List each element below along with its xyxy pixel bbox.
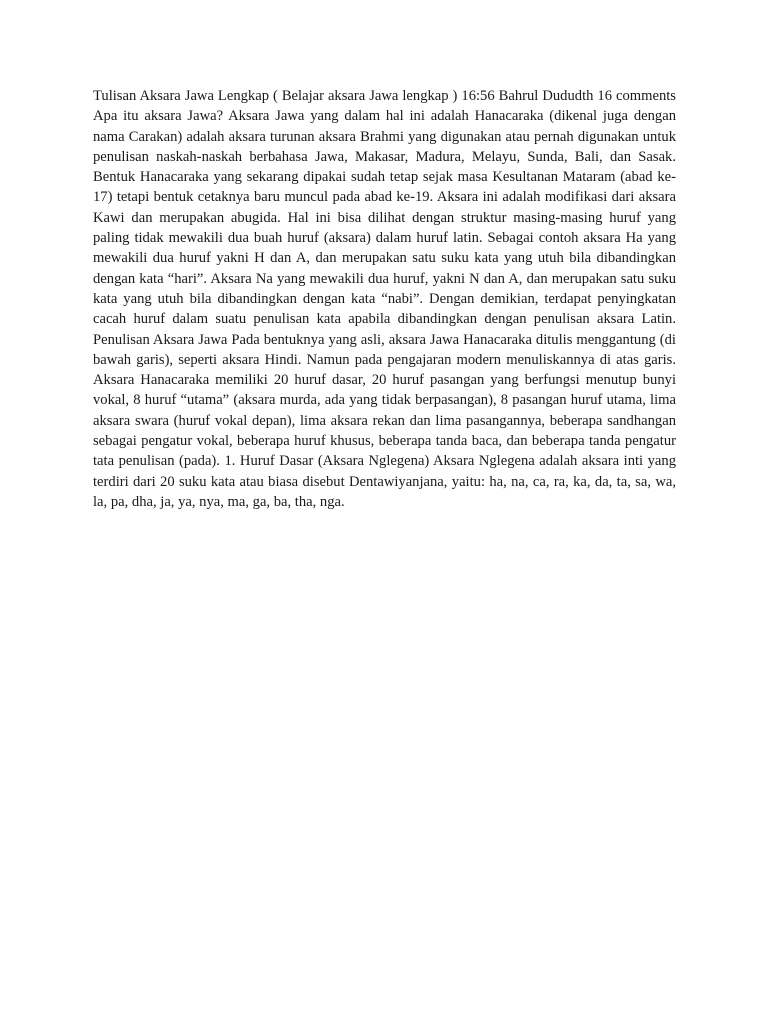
body-paragraph: Tulisan Aksara Jawa Lengkap ( Belajar aksara Jawa lengkap ) 16:56 Bahrul Dududth 16 comments Apa itu aksara Jawa? Aksara Jawa yang dalam hal ini adalah Hanacaraka (dikenal juga dengan nama Carakan) adalah aksara turunan aksara Brahmi yang digunakan atau pernah digunakan untuk penulisan naskah-naskah berbahasa Jawa, Makasar, Madura, Melayu, Sunda, Bali, dan Sasak. Bentuk Hanacaraka yang sekarang dipakai sudah tetap sejak masa Kesultanan Mataram (abad ke-17) tetapi bentuk cetaknya baru muncul pada abad ke-19. Aksara ini adalah modifikasi dari aksara Kawi dan merupakan abugida. Hal ini bisa dilihat dengan struktur masing-masing huruf yang paling tidak mewakili dua buah huruf (aksara) dalam huruf latin. Sebagai contoh aksara Ha yang mewakili dua huruf yakni H dan A, dan merupakan satu suku kata yang utuh bila dibandingkan dengan kata “hari”. Aksara Na yang mewakili dua huruf, yakni N dan A, dan merupakan satu suku kata yang utuh bila dibandingkan dengan kata “nabi”. Dengan demikian, terdapat penyingkatan cacah huruf dalam suatu penulisan kata apabila dibandingkan dengan penulisan aksara Latin. Penulisan Aksara Jawa Pada bentuknya yang asli, aksara Jawa Hanacaraka ditulis menggantung (di bawah garis), seperti aksara Hindi. Namun pada pengajaran modern menuliskannya di atas garis. Aksara Hanacaraka memiliki 20 huruf dasar, 20 huruf pasangan yang berfungsi menutup bunyi vokal, 8 huruf “utama” (aksara murda, ada yang tidak berpasangan), 8 pasangan huruf utama, lima aksara swara (huruf vokal depan), lima aksara rekan dan lima pasangannya, beberapa sandhangan sebagai pengatur vokal, beberapa huruf khusus, beberapa tanda baca, dan beberapa tanda pengatur tata penulisan (pada). 1. Huruf Dasar (Aksara Nglegena) Aksara Nglegena adalah aksara inti yang terdiri dari 20 suku kata atau biasa disebut Dentawiyanjana, yaitu: ha, na, ca, ra, ka, da, ta, sa, wa, la, pa, dha, ja, ya, nya, ma, ga, ba, tha, nga. xyxy=(93,88,676,510)
